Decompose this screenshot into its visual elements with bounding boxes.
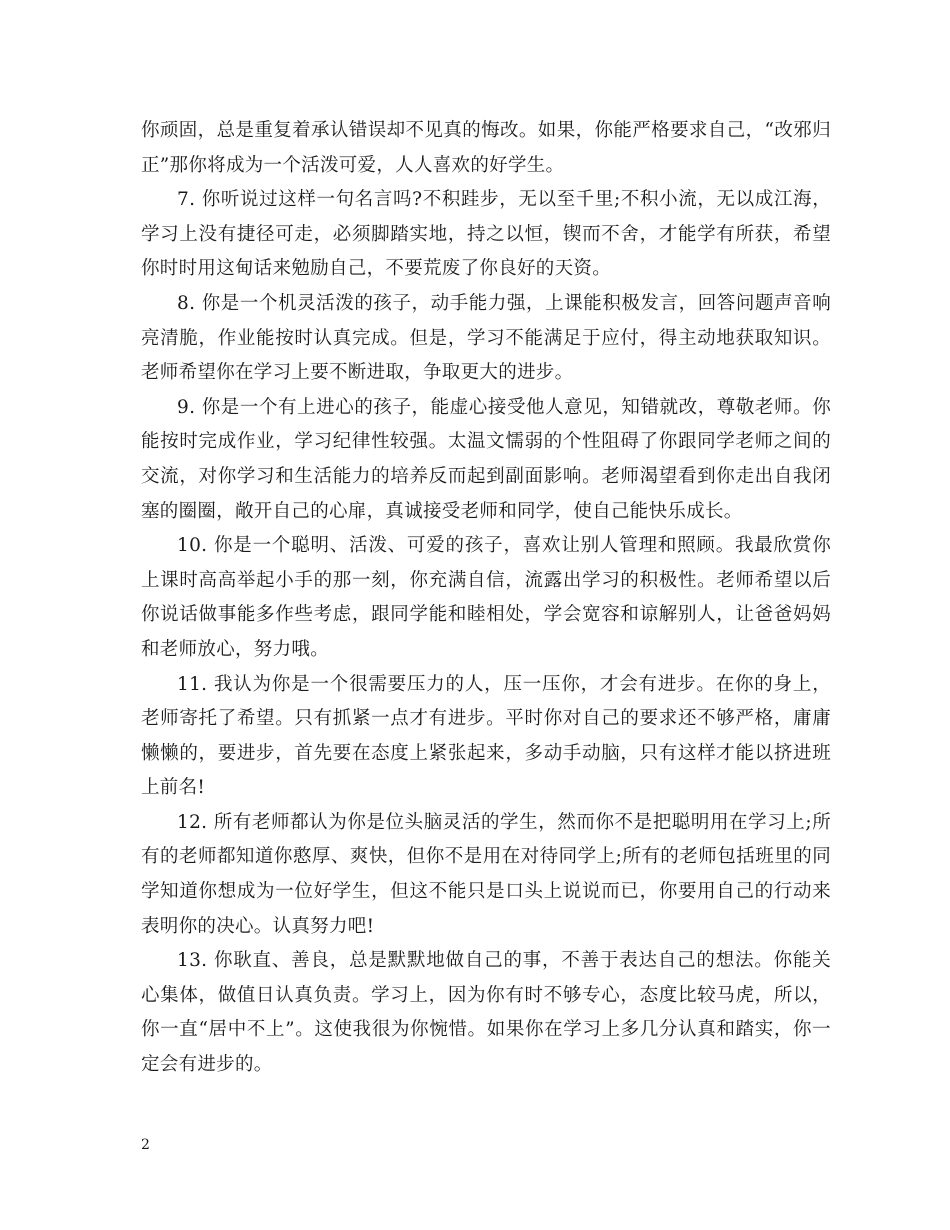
page-number: 2: [141, 1137, 150, 1153]
paragraph-item-9: 9. 你是一个有上进心的孩子，能虚心接受他人意见，知错就改，尊敬老师。你能按时完成作业，学习纪律性较强。太温文懦弱的个性阻碍了你跟同学老师之间的交流，对你学习和生活能力的培养反而起到副面影响。老师渴望看到你走出自我闭塞的圈圈，敞开自己的心扉，真诚接受老师和同学，使自己能快乐成长。: [141, 396, 831, 522]
document-body: [141, 114, 831, 1083]
paragraph-item-7: 7. 你听说过这样一句名言吗?不积跬步，无以至千里;不积小流，无以成江海，学习上没有捷径可走，必须脚踏实地，持之以恒，锲而不舍，才能学有所获，希望你时时用这甸话来勉励自己，不要荒废了你良好的天资。: [141, 189, 831, 280]
paragraph-item-11: 11. 我认为你是一个很需要压力的人，压一压你，才会有进步。在你的身上，老师寄托了希望。只有抓紧一点才有进步。平时你对自己的要求还不够严格，庸庸懒懒的，要进步，首先要在态度上紧张起来，多动手动脑，只有这样才能以挤进班上前名!: [141, 673, 831, 799]
paragraph-continuation: 你顽固，总是重复着承认错误却不见真的悔改。如果，你能严格要求自己，“改邪归正”那你将成为一个活泼可爱，人人喜欢的好学生。: [141, 120, 831, 176]
paragraph-item-8: 8. 你是一个机灵活泼的孩子，动手能力强，上课能积极发言，回答问题声音响亮清脆，作业能按时认真完成。但是，学习不能满足于应付，得主动地获取知识。老师希望你在学习上要不断进取，争取更大的进步。: [141, 292, 831, 384]
paragraph-item-10: 10. 你是一个聪明、活泼、可爱的孩子，喜欢让别人管理和照顾。我最欣赏你上课时高高举起小手的那一刻，你充满自信，流露出学习的积极性。老师希望以后你说话做事能多作些考虑，跟同学能和睦相处，学会宽容和谅解别人，让爸爸妈妈和老师放心，努力哦。: [141, 535, 831, 660]
paragraph-item-12: 12. 所有老师都认为你是位头脑灵活的学生，然而你不是把聪明用在学习上;所有的老师都知道你憨厚、爽快，但你不是用在对待同学上;所有的老师包括班里的同学知道你想成为一位好学生，但这不能只是口头上说说而已，你要用自己的行动来表明你的决心。认真努力吧!: [141, 811, 831, 937]
paragraph-item-13: 13. 你耿直、善良，总是默默地做自己的事，不善于表达自己的想法。你能关心集体，做值日认真负责。学习上，因为你有时不够专心，态度比较马虎，所以，你一直“居中不上”。这使我很为你惋惜。如果你在学习上多几分认真和踏实，你一定会有进步的。: [141, 950, 831, 1076]
